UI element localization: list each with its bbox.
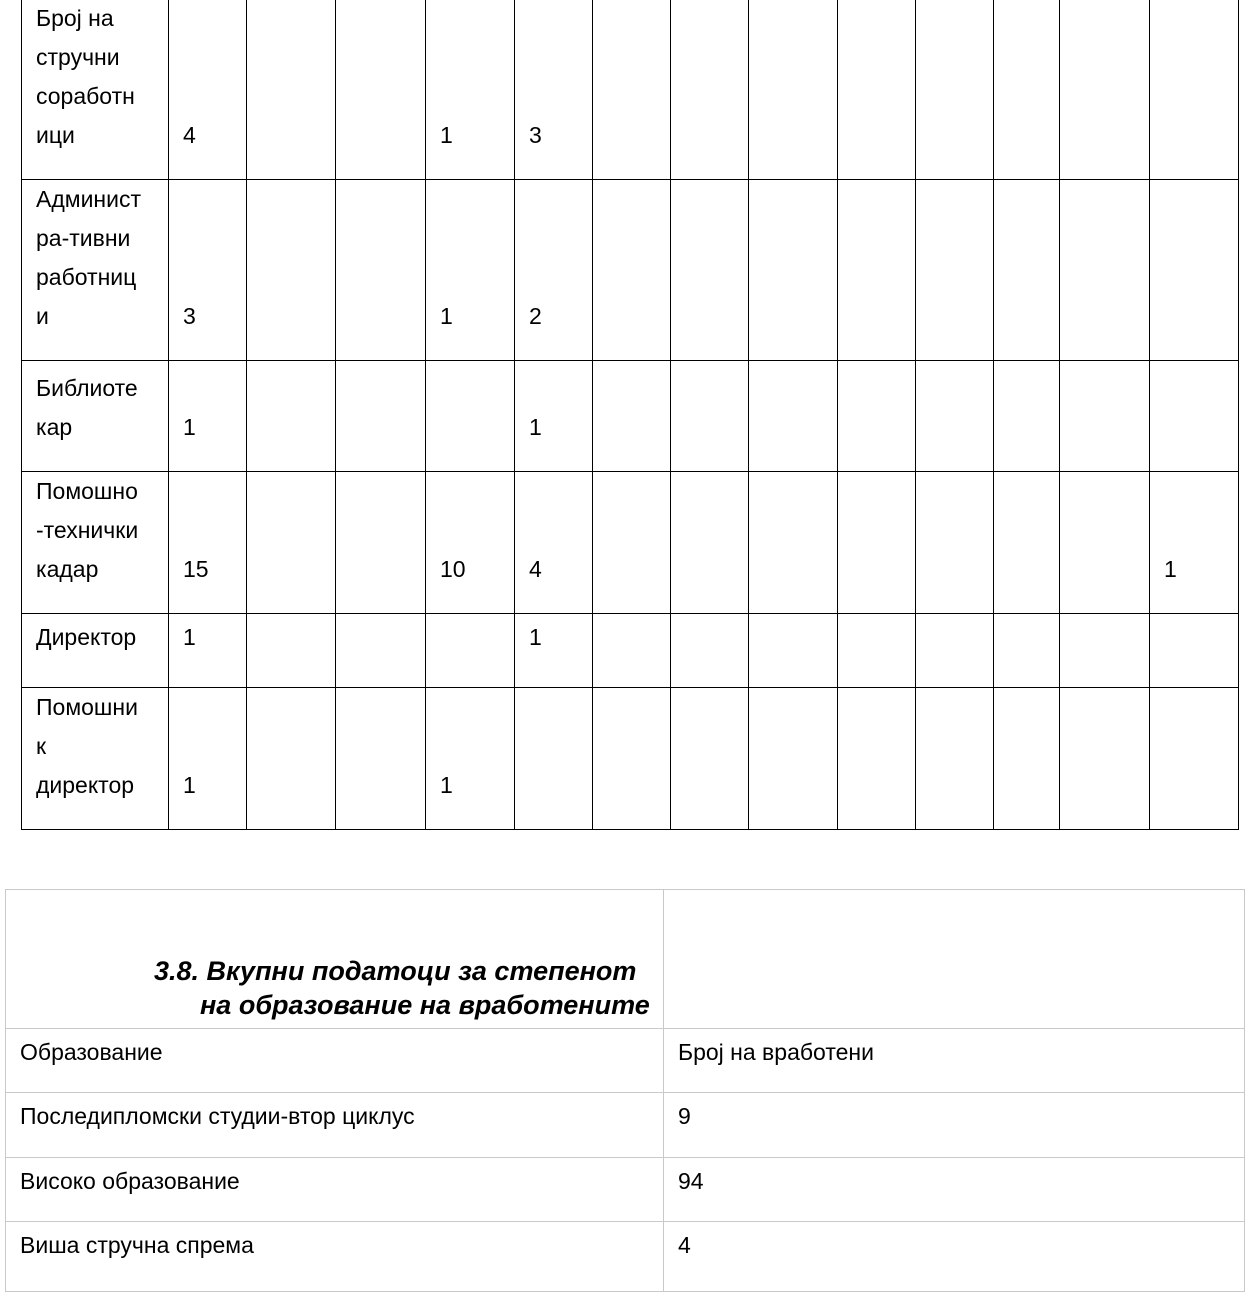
table-cell: 15 (169, 472, 247, 614)
table-cell: 1 (426, 0, 515, 180)
table-cell (1150, 361, 1239, 472)
table-cell (838, 614, 916, 688)
table-row (22, 688, 1239, 830)
table-cell (336, 472, 426, 614)
table-cell (1150, 180, 1239, 361)
table-cell (336, 688, 426, 830)
table-cell (749, 361, 838, 472)
table-cell (994, 472, 1060, 614)
table-cell (838, 688, 916, 830)
table-cell (749, 0, 838, 180)
table-cell (671, 361, 749, 472)
row-label: Библиоте кар (22, 361, 169, 472)
row-label: Директор (22, 614, 169, 688)
table-cell: 4 (515, 472, 593, 614)
table-cell (247, 472, 336, 614)
employee-count: 94 (664, 1158, 1245, 1222)
table-row (22, 0, 1239, 180)
table-cell (916, 472, 994, 614)
table-cell: 1 (515, 614, 593, 688)
table-cell: 1 (169, 688, 247, 830)
table-cell: 1 (515, 361, 593, 472)
table-cell (593, 180, 671, 361)
table-cell (671, 180, 749, 361)
table-cell (247, 180, 336, 361)
education-table (5, 889, 1245, 1292)
table-cell (749, 180, 838, 361)
table-cell (994, 614, 1060, 688)
table-cell (994, 688, 1060, 830)
table-cell (336, 180, 426, 361)
table-cell (336, 614, 426, 688)
table-cell: 3 (515, 0, 593, 180)
table-cell (671, 472, 749, 614)
table-row (6, 1158, 1245, 1222)
staff-table-body (22, 0, 1239, 830)
table-cell (838, 0, 916, 180)
table-cell (1060, 472, 1150, 614)
table-cell: 1 (1150, 472, 1239, 614)
table-row (22, 472, 1239, 614)
table-cell (749, 472, 838, 614)
table-row (6, 1093, 1245, 1158)
section-heading: 3.8. Вкупни податоци за степенот на образование на вработените (154, 956, 650, 1020)
table-cell (247, 361, 336, 472)
table-cell (916, 688, 994, 830)
table-cell (671, 688, 749, 830)
table-cell: 10 (426, 472, 515, 614)
table-cell (1150, 614, 1239, 688)
table-cell (916, 614, 994, 688)
education-level: Последипломски студии-втор циклус (6, 1093, 664, 1158)
table-cell (336, 361, 426, 472)
table-cell (916, 180, 994, 361)
table-cell: 1 (169, 614, 247, 688)
table-cell (671, 0, 749, 180)
table-cell: 3 (169, 180, 247, 361)
table-cell (426, 361, 515, 472)
table-row (22, 361, 1239, 472)
staff-table (21, 0, 1239, 830)
employee-count: 4 (664, 1222, 1245, 1292)
table-cell (994, 0, 1060, 180)
employee-count: 9 (664, 1093, 1245, 1158)
column-header-count: Број на вработени (664, 1029, 1245, 1093)
table-row (6, 1222, 1245, 1292)
table-cell (515, 688, 593, 830)
table-cell (426, 614, 515, 688)
table-cell (749, 688, 838, 830)
table-cell (1150, 0, 1239, 180)
table-cell (916, 0, 994, 180)
table-cell (838, 361, 916, 472)
empty-heading-cell (664, 890, 1245, 1029)
education-heading-row (6, 890, 1245, 1029)
table-cell (916, 361, 994, 472)
table-cell (1150, 688, 1239, 830)
table-cell (247, 688, 336, 830)
table-cell (247, 0, 336, 180)
row-label: Помошни к директор (22, 688, 169, 830)
table-cell (247, 614, 336, 688)
table-cell (994, 361, 1060, 472)
education-header-row (6, 1029, 1245, 1093)
education-level: Виша стручна спрема (6, 1222, 664, 1292)
table-cell (1060, 0, 1150, 180)
table-cell (593, 472, 671, 614)
table-row (22, 614, 1239, 688)
table-cell (593, 0, 671, 180)
table-cell (671, 614, 749, 688)
table-cell (593, 614, 671, 688)
table-row (22, 180, 1239, 361)
table-cell (593, 361, 671, 472)
table-cell (1060, 614, 1150, 688)
table-cell (1060, 180, 1150, 361)
table-cell (838, 472, 916, 614)
table-cell: 4 (169, 0, 247, 180)
table-cell (593, 688, 671, 830)
table-cell (1060, 361, 1150, 472)
education-heading-cell (6, 890, 664, 1029)
table-cell: 1 (426, 180, 515, 361)
table-cell (1060, 688, 1150, 830)
column-header-education: Образование (6, 1029, 664, 1093)
table-cell: 2 (515, 180, 593, 361)
row-label: Админист ра-тивни работниц и (22, 180, 169, 361)
table-cell (336, 0, 426, 180)
table-cell: 1 (426, 688, 515, 830)
table-cell (838, 180, 916, 361)
table-cell (994, 180, 1060, 361)
table-cell (749, 614, 838, 688)
table-cell: 1 (169, 361, 247, 472)
row-label: Помошно -технички кадар (22, 472, 169, 614)
education-level: Високо образование (6, 1158, 664, 1222)
row-label: Број на стручни соработн ици (22, 0, 169, 180)
